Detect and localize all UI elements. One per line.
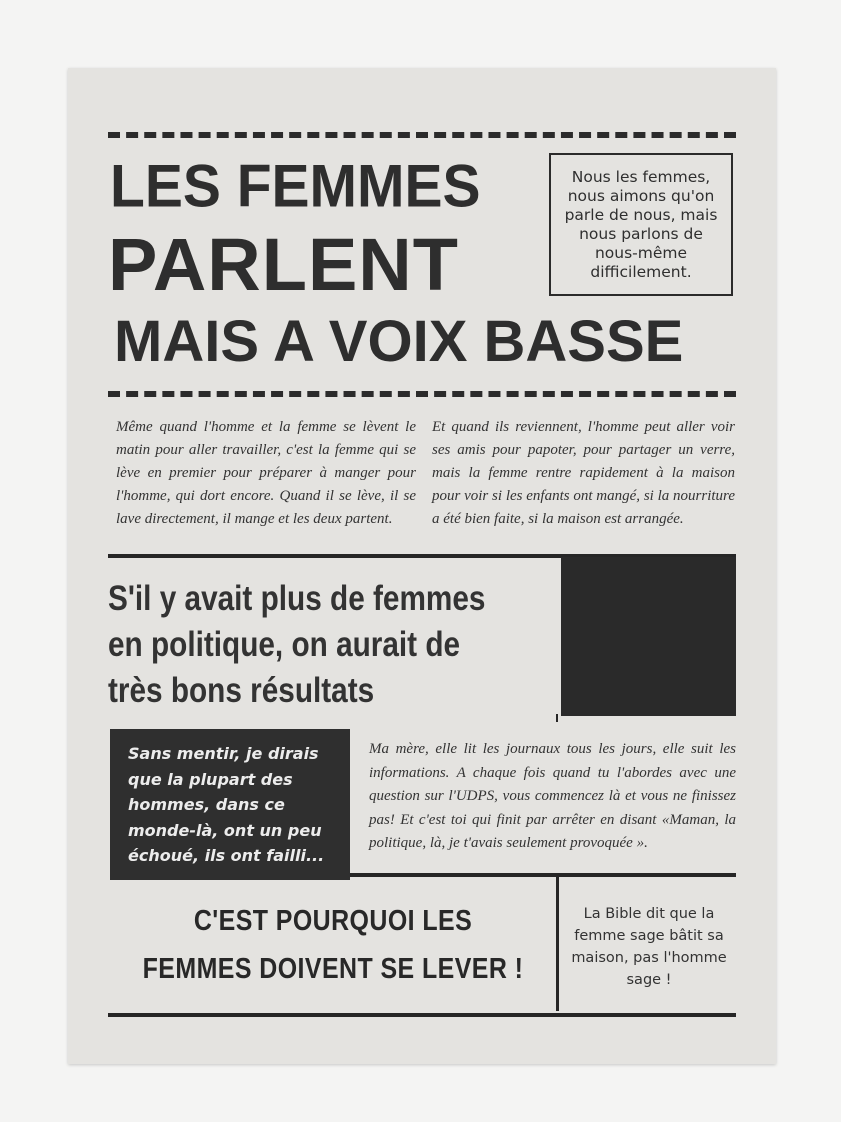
subheadline: S'il y avait plus de femmes en politique, on aurait de très bons résultats <box>108 579 486 710</box>
article-column-2: Et quand ils reviennent, l'homme peut aller voir ses amis pour papoter, pour partager un verre, mais la femme rentre rapidement à la maison pour voir si les enfants ont mangé, si la nourriture a été bien faite, si la maison est arrangée. <box>432 419 735 527</box>
pull-quote-box <box>110 729 350 880</box>
headline-line-1: LES FEMMES <box>110 153 481 221</box>
vertical-divider <box>556 877 559 1011</box>
headline-line-3: MAIS A VOIX BASSE <box>114 309 684 374</box>
bottom-rule <box>108 1013 736 1017</box>
intro-quote-text: Nous les femmes, nous aimons qu'on parle de nous, mais nous parlons de nous-même difficilement. <box>564 167 718 281</box>
intro-quote-box <box>549 153 733 296</box>
top-dashed-rule <box>108 132 736 138</box>
photo-placeholder <box>561 557 736 716</box>
bible-quote: La Bible dit que la femme sage bâtit sa maison, pas l'homme sage ! <box>571 906 727 988</box>
photo-frame-line <box>556 714 558 722</box>
section-rule-2 <box>350 873 736 877</box>
pull-quote-text: Sans mentir, je dirais que la plupart des hommes, dans ce monde-là, ont un peu échoué, ils ont failli... <box>128 744 325 865</box>
bottom-dashed-rule <box>108 391 736 397</box>
headline-line-2: PARLENT <box>108 223 459 306</box>
story-paragraph: Ma mère, elle lit les journaux tous les jours, elle suit les informations. A chaque fois quand tu l'abordes avec une question sur l'UDPS, vous commencez là et vous ne finissez pas! Et c'est toi qui finit par arrêter en disant «Maman, la politique, là, je t'avais seulement provoquée ». <box>369 741 736 851</box>
call-to-action: C'EST POURQUOI LES FEMMES DOIVENT SE LEVER ! <box>142 905 524 985</box>
article-column-1: Même quand l'homme et la femme se lèvent le matin pour aller travailler, c'est la femme qui se lève en premier pour préparer à manger pour l'homme, qui dort encore. Quand il se lève, il se lave directement, il mange et les deux partent. <box>116 419 416 527</box>
